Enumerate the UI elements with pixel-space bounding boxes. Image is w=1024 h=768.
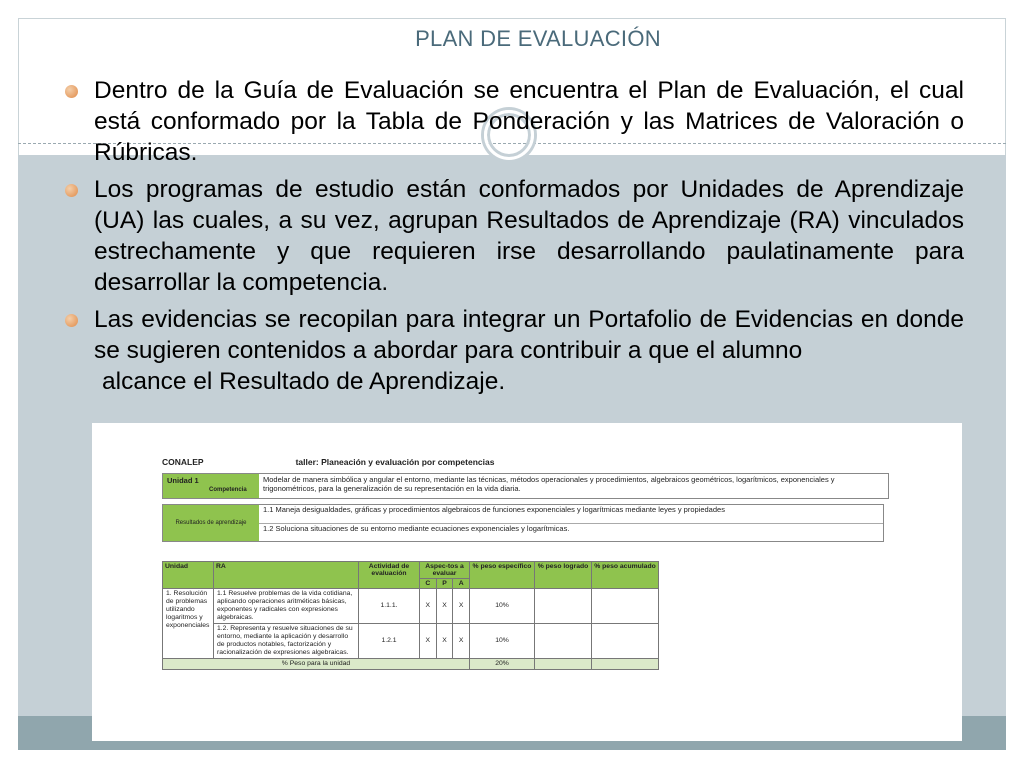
embedded-document-image	[92, 423, 962, 741]
sub-c: C	[420, 579, 437, 589]
ra-cell: 1.2. Representa y resuelve situaciones de su entorno, mediante la aplicación y desarrollo de productos notables, factorización y racionalización de expresiones algebraicas.	[214, 624, 359, 659]
table-row	[163, 624, 659, 659]
col-unidad: Unidad	[163, 562, 214, 589]
col-aspectos: Aspec-tos a evaluar	[420, 562, 470, 579]
competency-label: Competencia	[209, 487, 247, 493]
unit-name: 1. Resolución de problemas utilizando logaritmos y exponenciales	[163, 589, 214, 659]
doc-workshop: taller: Planeación y evaluación por competencias	[295, 457, 495, 467]
achieved-cell	[535, 589, 592, 624]
footer-label: % Peso para la unidad	[163, 659, 470, 670]
result-item: 1.1 Maneja desigualdades, gráficas y procedimientos algebraicos de funciones exponenciales y logarítmicas mediante leyes y propiedades	[259, 505, 883, 524]
col-peso-especifico: % peso específico	[470, 562, 535, 589]
aspect-c: X	[420, 624, 437, 659]
slide-title: PLAN DE EVALUACIÓN	[415, 26, 661, 51]
unit-label-cell	[163, 474, 259, 498]
results-label: Resultados de aprendizaje	[163, 505, 259, 541]
results-block	[162, 504, 884, 542]
accumulated-cell	[592, 589, 659, 624]
footer-value: 20%	[470, 659, 535, 670]
bullet-3-continuation: alcance el Resultado de Aprendizaje.	[102, 368, 506, 395]
unit-label: Unidad 1	[167, 476, 199, 485]
weight-cell: 10%	[470, 624, 535, 659]
footer-empty	[592, 659, 659, 670]
activity-cell: 1.2.1	[359, 624, 420, 659]
ponderation-table	[162, 561, 659, 670]
achieved-cell	[535, 624, 592, 659]
bullet-2: Los programas de estudio están conformados por Unidades de Aprendizaje (UA) las cuales, a su vez, agrupan Resultados de Aprendizaje (RA) vinculados estrechamente y que requieren irse desarrollando paulatinamente para desarrollar la competencia.	[64, 174, 964, 298]
slide-content	[64, 75, 964, 397]
bullet-1: Dentro de la Guía de Evaluación se encuentra el Plan de Evaluación, el cual está conformado por la Tabla de Ponderación y las Matrices de Valoración o Rúbricas.	[64, 75, 964, 168]
table-row	[163, 589, 659, 624]
aspect-c: X	[420, 589, 437, 624]
sub-a: A	[453, 579, 470, 589]
aspect-a: X	[453, 624, 470, 659]
competency-block	[162, 473, 889, 499]
footer-empty	[535, 659, 592, 670]
table-header-row	[163, 562, 659, 579]
result-item: 1.2 Soluciona situaciones de su entorno mediante ecuaciones exponenciales y logarítmicas.	[263, 523, 570, 533]
col-peso-acumulado: % peso acumulado	[592, 562, 659, 589]
accumulated-cell	[592, 624, 659, 659]
sub-p: P	[436, 579, 453, 589]
aspect-p: X	[436, 624, 453, 659]
doc-header	[162, 457, 892, 467]
activity-cell: 1.1.1.	[359, 589, 420, 624]
embedded-document	[162, 457, 892, 670]
results-list	[259, 505, 883, 541]
col-actividad: Actividad de evaluación	[359, 562, 420, 589]
col-ra: RA	[214, 562, 359, 589]
aspect-p: X	[436, 589, 453, 624]
aspect-a: X	[453, 589, 470, 624]
bullet-3: Las evidencias se recopilan para integrar un Portafolio de Evidencias en donde se sugieren contenidos a abordar para contribuir a que el alumno	[64, 304, 964, 366]
doc-org: CONALEP	[162, 457, 204, 467]
weight-cell: 10%	[470, 589, 535, 624]
competency-text: Modelar de manera simbólica y angular el entorno, mediante las técnicas, métodos operacionales y procedimientos, algebraicos geométricos, logarítmicos, exponenciales y trigonométricos, para la generalización de su representación en la vida diaria.	[263, 475, 835, 493]
table-footer-row	[163, 659, 659, 670]
ra-cell: 1.1 Resuelve problemas de la vida cotidiana, aplicando operaciones aritméticas básicas, exponentes y radicales con expresiones algebraicas.	[214, 589, 359, 624]
col-peso-logrado: % peso logrado	[535, 562, 592, 589]
